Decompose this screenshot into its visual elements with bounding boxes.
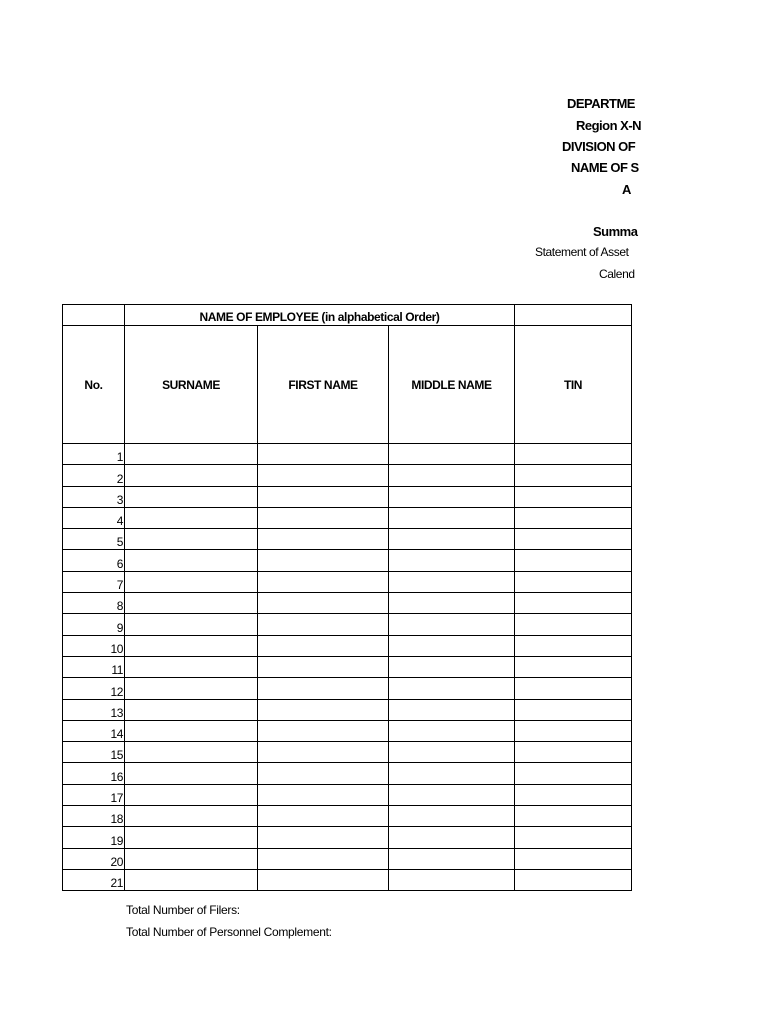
first-name-cell[interactable] — [258, 507, 389, 528]
table-row — [63, 614, 632, 635]
first-name-cell[interactable] — [258, 656, 389, 677]
surname-cell[interactable] — [125, 465, 258, 486]
cell-empty[interactable] — [63, 305, 125, 326]
group-header-row — [63, 305, 632, 326]
surname-cell[interactable] — [125, 656, 258, 677]
tin-cell[interactable] — [515, 507, 632, 528]
column-header-first-name: FIRST NAME — [258, 326, 389, 444]
surname-cell[interactable] — [125, 699, 258, 720]
surname-cell[interactable] — [125, 486, 258, 507]
surname-cell[interactable] — [125, 593, 258, 614]
surname-cell[interactable] — [125, 848, 258, 869]
middle-name-cell[interactable] — [389, 444, 515, 465]
first-name-cell[interactable] — [258, 529, 389, 550]
header-line-summary: Summa — [593, 224, 638, 239]
table-row — [63, 720, 632, 741]
header-line-region: Region X-N — [576, 118, 642, 133]
surname-cell[interactable] — [125, 550, 258, 571]
row-number-cell[interactable]: 1 — [63, 444, 125, 465]
table-row — [63, 593, 632, 614]
first-name-cell[interactable] — [258, 784, 389, 805]
row-number-cell[interactable]: 17 — [63, 784, 125, 805]
middle-name-cell[interactable] — [389, 571, 515, 592]
tin-cell[interactable] — [515, 806, 632, 827]
middle-name-cell[interactable] — [389, 742, 515, 763]
middle-name-cell[interactable] — [389, 784, 515, 805]
tin-cell[interactable] — [515, 720, 632, 741]
table-row — [63, 784, 632, 805]
header-line-calendar: Calend — [599, 267, 635, 281]
table-row — [63, 550, 632, 571]
table-row — [63, 529, 632, 550]
tin-cell[interactable] — [515, 593, 632, 614]
header-line-school-name: NAME OF S — [571, 160, 639, 175]
first-name-cell[interactable] — [258, 742, 389, 763]
table-row — [63, 699, 632, 720]
column-header-surname: SURNAME — [125, 326, 258, 444]
row-number-cell[interactable]: 13 — [63, 699, 125, 720]
row-number-cell[interactable]: 8 — [63, 593, 125, 614]
tin-cell[interactable] — [515, 763, 632, 784]
row-number-cell[interactable]: 5 — [63, 529, 125, 550]
tin-cell[interactable] — [515, 784, 632, 805]
tin-cell[interactable] — [515, 486, 632, 507]
middle-name-cell[interactable] — [389, 486, 515, 507]
first-name-cell[interactable] — [258, 720, 389, 741]
surname-cell[interactable] — [125, 444, 258, 465]
middle-name-cell[interactable] — [389, 507, 515, 528]
middle-name-cell[interactable] — [389, 806, 515, 827]
total-personnel-label: Total Number of Personnel Complement: — [126, 925, 332, 939]
first-name-cell[interactable] — [258, 635, 389, 656]
tin-cell[interactable] — [515, 550, 632, 571]
tin-cell[interactable] — [515, 742, 632, 763]
middle-name-cell[interactable] — [389, 529, 515, 550]
tin-cell[interactable] — [515, 635, 632, 656]
table-row — [63, 486, 632, 507]
first-name-cell[interactable] — [258, 806, 389, 827]
middle-name-cell[interactable] — [389, 678, 515, 699]
row-number-cell[interactable]: 9 — [63, 614, 125, 635]
header-line-address: A — [622, 182, 631, 197]
tin-cell[interactable] — [515, 614, 632, 635]
table-row — [63, 571, 632, 592]
table-row — [63, 806, 632, 827]
first-name-cell[interactable] — [258, 550, 389, 571]
surname-cell[interactable] — [125, 507, 258, 528]
surname-cell[interactable] — [125, 827, 258, 848]
tin-cell[interactable] — [515, 529, 632, 550]
row-number-cell[interactable]: 4 — [63, 507, 125, 528]
tin-cell[interactable] — [515, 848, 632, 869]
column-header-row — [63, 326, 632, 444]
row-number-cell[interactable]: 18 — [63, 806, 125, 827]
tin-cell[interactable] — [515, 656, 632, 677]
tin-cell[interactable] — [515, 869, 632, 890]
first-name-cell[interactable] — [258, 593, 389, 614]
table-row — [63, 635, 632, 656]
first-name-cell[interactable] — [258, 444, 389, 465]
surname-cell[interactable] — [125, 571, 258, 592]
middle-name-cell[interactable] — [389, 848, 515, 869]
row-number-cell[interactable]: 12 — [63, 678, 125, 699]
surname-cell[interactable] — [125, 869, 258, 890]
tin-cell[interactable] — [515, 678, 632, 699]
tin-cell[interactable] — [515, 827, 632, 848]
row-number-cell[interactable]: 11 — [63, 656, 125, 677]
tin-cell[interactable] — [515, 465, 632, 486]
employee-table — [62, 304, 632, 891]
total-filers-label: Total Number of Filers: — [126, 903, 240, 917]
cell-empty[interactable] — [515, 305, 632, 326]
employee-name-group-header: NAME OF EMPLOYEE (in alphabetical Order) — [125, 305, 515, 326]
table-body — [63, 444, 632, 891]
tin-cell[interactable] — [515, 444, 632, 465]
surname-cell[interactable] — [125, 763, 258, 784]
column-header-middle-name: MIDDLE NAME — [389, 326, 515, 444]
surname-cell[interactable] — [125, 678, 258, 699]
middle-name-cell[interactable] — [389, 465, 515, 486]
middle-name-cell[interactable] — [389, 827, 515, 848]
column-header-no: No. — [63, 326, 125, 444]
table-row — [63, 848, 632, 869]
row-number-cell[interactable]: 15 — [63, 742, 125, 763]
first-name-cell[interactable] — [258, 465, 389, 486]
surname-cell[interactable] — [125, 720, 258, 741]
surname-cell[interactable] — [125, 784, 258, 805]
first-name-cell[interactable] — [258, 486, 389, 507]
middle-name-cell[interactable] — [389, 593, 515, 614]
table-row — [63, 656, 632, 677]
row-number-cell[interactable]: 10 — [63, 635, 125, 656]
row-number-cell[interactable]: 20 — [63, 848, 125, 869]
row-number-cell[interactable]: 14 — [63, 720, 125, 741]
row-number-cell[interactable]: 7 — [63, 571, 125, 592]
header-line-division: DIVISION OF — [562, 139, 636, 154]
table-row — [63, 444, 632, 465]
middle-name-cell[interactable] — [389, 656, 515, 677]
surname-cell[interactable] — [125, 635, 258, 656]
header-line-department: DEPARTME — [567, 96, 635, 111]
first-name-cell[interactable] — [258, 827, 389, 848]
first-name-cell[interactable] — [258, 699, 389, 720]
table-row — [63, 827, 632, 848]
tin-cell[interactable] — [515, 571, 632, 592]
first-name-cell[interactable] — [258, 614, 389, 635]
table-row — [63, 742, 632, 763]
surname-cell[interactable] — [125, 742, 258, 763]
surname-cell[interactable] — [125, 529, 258, 550]
row-number-cell[interactable]: 19 — [63, 827, 125, 848]
row-number-cell[interactable]: 21 — [63, 869, 125, 890]
table-row — [63, 465, 632, 486]
row-number-cell[interactable]: 16 — [63, 763, 125, 784]
middle-name-cell[interactable] — [389, 720, 515, 741]
row-number-cell[interactable]: 6 — [63, 550, 125, 571]
column-header-tin: TIN — [515, 326, 632, 444]
first-name-cell[interactable] — [258, 571, 389, 592]
middle-name-cell[interactable] — [389, 550, 515, 571]
middle-name-cell[interactable] — [389, 699, 515, 720]
table-row — [63, 869, 632, 890]
surname-cell[interactable] — [125, 614, 258, 635]
first-name-cell[interactable] — [258, 763, 389, 784]
table-row — [63, 678, 632, 699]
row-number-cell[interactable]: 2 — [63, 465, 125, 486]
row-number-cell[interactable]: 3 — [63, 486, 125, 507]
table-row — [63, 507, 632, 528]
first-name-cell[interactable] — [258, 869, 389, 890]
middle-name-cell[interactable] — [389, 635, 515, 656]
header-line-statement: Statement of Asset — [535, 245, 629, 259]
tin-cell[interactable] — [515, 699, 632, 720]
middle-name-cell[interactable] — [389, 763, 515, 784]
middle-name-cell[interactable] — [389, 869, 515, 890]
first-name-cell[interactable] — [258, 848, 389, 869]
table-row — [63, 763, 632, 784]
surname-cell[interactable] — [125, 806, 258, 827]
first-name-cell[interactable] — [258, 678, 389, 699]
middle-name-cell[interactable] — [389, 614, 515, 635]
